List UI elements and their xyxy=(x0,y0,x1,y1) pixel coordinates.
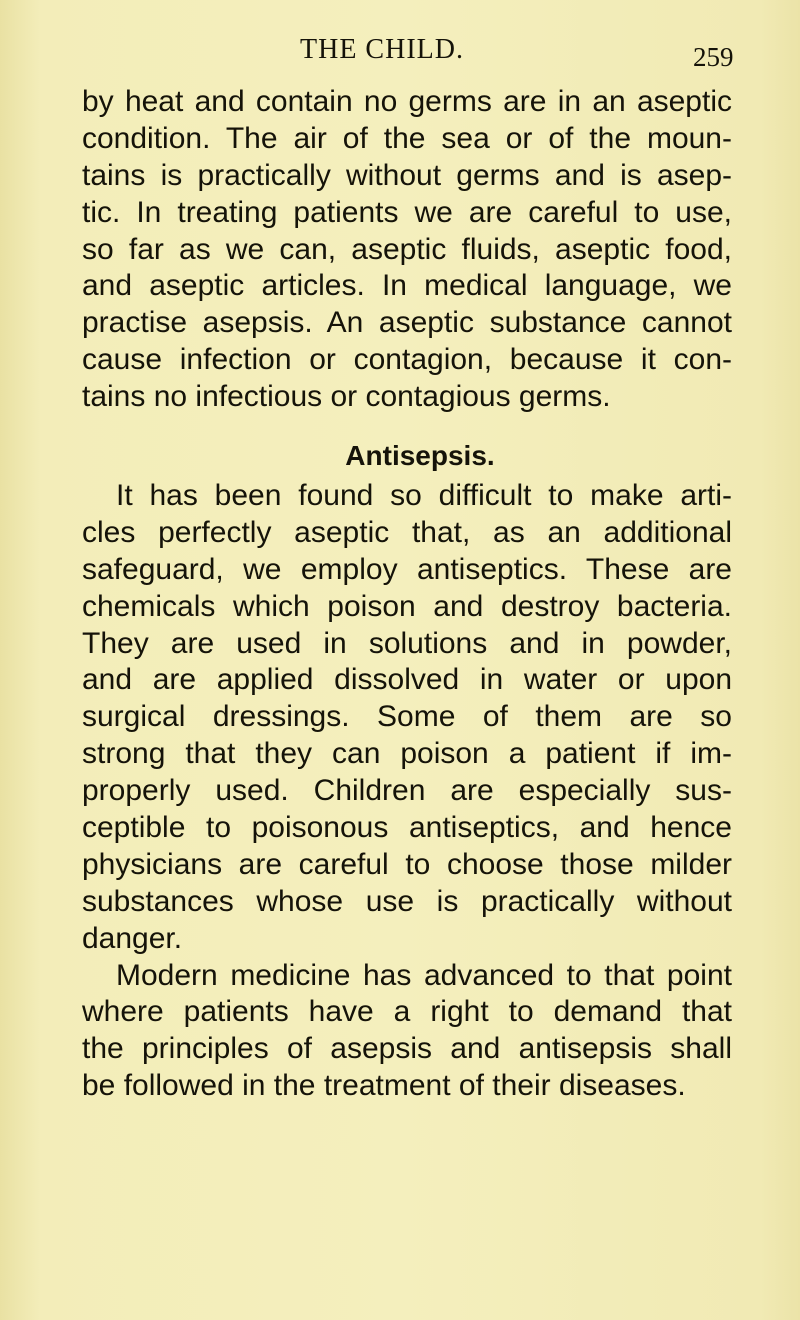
text-line: safeguard, we employ antiseptics. These are xyxy=(82,552,732,586)
text-line: physicians are careful to choose those milder xyxy=(82,847,732,881)
text-line: surgical dressings. Some of them are so xyxy=(82,700,732,734)
text-line: so far as we can, aseptic fluids, aseptic food, xyxy=(82,232,732,266)
text-line: practise asepsis. An aseptic substance cannot xyxy=(82,306,732,340)
paragraph-continuation xyxy=(82,84,732,416)
text-line: ceptible to poisonous antiseptics, and hence xyxy=(82,811,732,845)
text-line: chemicals which poison and destroy bacteria. xyxy=(82,589,732,623)
text-line: tic. In treating patients we are careful to use, xyxy=(82,195,732,229)
text-line: danger. xyxy=(82,921,183,955)
text-line: They are used in solutions and in powder, xyxy=(82,626,732,660)
running-head xyxy=(0,28,800,72)
text-line: and are applied dissolved in water or upon xyxy=(82,663,732,697)
text-line: be followed in the treatment of their diseases. xyxy=(82,1069,686,1103)
text-line: Modern medicine has advanced to that point xyxy=(116,958,732,992)
text-line: It has been found so difficult to make arti- xyxy=(116,479,732,513)
text-line: where patients have a right to demand that xyxy=(82,995,732,1029)
text-line: properly used. Children are especially sus- xyxy=(82,774,732,808)
text-line: substances whose use is practically without xyxy=(82,884,732,918)
body-text xyxy=(82,84,732,1105)
text-line: by heat and contain no germs are in an aseptic xyxy=(82,85,732,118)
text-line: tains is practically without germs and is asep- xyxy=(82,158,732,192)
running-title: THE CHILD. xyxy=(300,34,464,65)
text-line: the principles of asepsis and antisepsis shall xyxy=(82,1032,732,1066)
section-heading: Antisepsis. xyxy=(345,440,495,472)
text-line: condition. The air of the sea or of the moun- xyxy=(82,121,732,155)
text-line: and aseptic articles. In medical language, we xyxy=(82,269,732,303)
text-line: cles perfectly aseptic that, as an additional xyxy=(82,515,732,549)
text-line: strong that they can poison a patient if im- xyxy=(82,737,732,771)
paragraph-antisepsis xyxy=(82,478,732,958)
page-number: 259 xyxy=(693,42,734,72)
text-line: tains no infectious or contagious germs. xyxy=(82,380,611,414)
paragraph-modern-medicine xyxy=(82,958,732,1106)
text-line: cause infection or contagion, because it con- xyxy=(82,343,732,377)
